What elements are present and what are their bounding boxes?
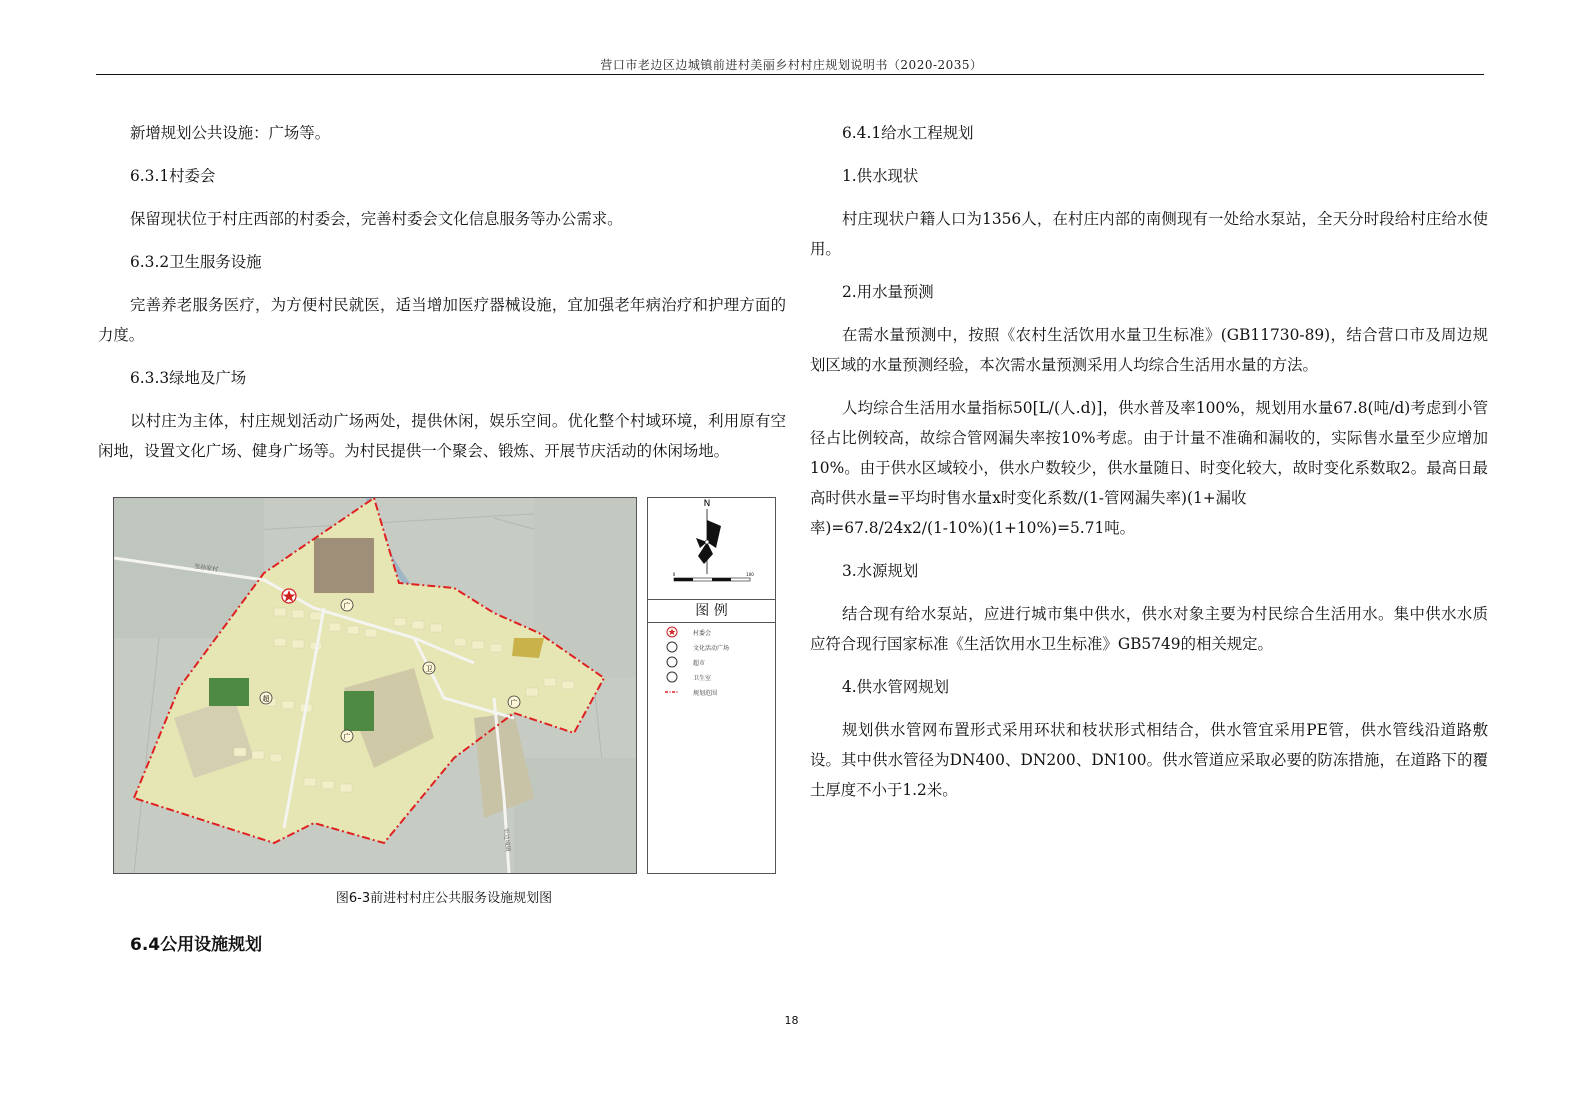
marker-label: 广 [510, 699, 518, 707]
legend-title: 图 例 [648, 599, 775, 623]
legend-label: 村委会 [693, 629, 712, 637]
right-column [810, 118, 1488, 818]
village-committee-icon [282, 589, 296, 603]
north-arrow-and-scale [648, 498, 775, 598]
village-committee-icon [665, 626, 679, 638]
clinic-icon [665, 671, 679, 683]
legend-item-supermarket [665, 655, 705, 669]
scale-end-label: 100 [746, 572, 754, 577]
subheading: 6.3.2卫生服务设施 [130, 253, 262, 271]
subheading: 4.供水管网规划 [842, 678, 950, 696]
subheading: 6.3.1村委会 [130, 167, 216, 185]
paragraph: 率)=67.8/24x2/(1-10%)(1+10%)=5.71吨。 [810, 519, 1136, 537]
paragraph: 结合现有给水泵站，应进行城市集中供水，供水对象主要为村民综合生活用水。集中供水水质应符合现行国家标准《生活饮用水卫生标准》GB5749的相关规定。 [810, 605, 1488, 653]
clinic-icon [423, 662, 435, 674]
road-label: 至孙家村 [193, 563, 219, 574]
paragraph: 新增规划公共设施：广场等。 [130, 124, 331, 142]
paragraph: 村庄现状户籍人口为1356人，在村庄内部的南侧现有一处给水泵站，全天分时段给村庄给水使用。 [810, 210, 1488, 258]
paragraph: 完善养老服务医疗，为方便村民就医，适当增加医疗器械设施，宜加强老年病治疗和护理方面的力度。 [98, 296, 786, 344]
legend-label: 文化活动广场 [693, 644, 730, 652]
legend-label: 卫生室 [693, 674, 712, 682]
north-arrow-icon [696, 509, 721, 574]
plaza-icon [341, 599, 353, 611]
planning-figure [113, 497, 775, 872]
north-label: N [703, 499, 711, 509]
figure-caption: 图6-3前进村村庄公共服务设施规划图 [335, 891, 553, 906]
legend-label: 超市 [693, 659, 706, 667]
header-rule [96, 74, 1484, 75]
legend-panel [647, 497, 776, 874]
subheading: 6.3.3绿地及广场 [130, 369, 247, 387]
legend-item-village-committee [665, 625, 711, 639]
marker-label: 超 [262, 695, 270, 703]
legend-label: 规划范围 [693, 689, 718, 697]
village-map [113, 497, 637, 874]
map-drawing [114, 498, 636, 873]
paragraph: 在需水量预测中，按照《农村生活饮用水量卫生标准》(GB11730-89)，结合营口市及周边规划区域的水量预测经验，本次需水量预测采用人均综合生活用水量的方法。 [810, 326, 1488, 374]
marker-label: 广 [343, 602, 351, 610]
road-label: 至边城镇 [502, 827, 512, 853]
left-column [98, 118, 786, 479]
plaza-icon [341, 730, 353, 742]
paragraph: 规划供水管网布置形式采用环状和枝状形式相结合，供水管宜采用PE管，供水管线沿道路敷设。其中供水管径为DN400、DN200、DN100。供水管道应采取必要的防冻措施，在道路下的覆土厚度不小于1.2米。 [810, 721, 1488, 799]
scale-start-label: 0 [672, 572, 676, 577]
paragraph: 以村庄为主体，村庄规划活动广场两处，提供休闲，娱乐空间。优化整个村域环境，利用原有空闲地，设置文化广场、健身广场等。为村民提供一个聚会、锻炼、开展节庆活动的休闲场地。 [98, 412, 786, 460]
plaza-icon [665, 641, 679, 653]
subheading: 6.4.1给水工程规划 [842, 124, 974, 142]
supermarket-icon [665, 656, 679, 668]
marker-label: 卫 [425, 665, 433, 673]
paragraph: 保留现状位于村庄西部的村委会，完善村委会文化信息服务等办公需求。 [130, 210, 623, 228]
boundary-line-icon [665, 686, 679, 698]
section-heading: 6.4公用设施规划 [130, 935, 263, 955]
page-number: 18 [784, 1014, 799, 1027]
supermarket-icon [260, 692, 272, 704]
subheading: 3.水源规划 [842, 562, 919, 580]
legend-item-plaza [665, 640, 729, 654]
subheading: 2.用水量预测 [842, 283, 934, 301]
plaza-icon [508, 696, 520, 708]
header-title: 营口市老边区边城镇前进村美丽乡村村庄规划说明书（2020-2035） [600, 58, 983, 72]
subheading: 1.供水现状 [842, 167, 919, 185]
legend-item-boundary [665, 685, 717, 699]
marker-label: 广 [343, 733, 351, 741]
scale-bar [673, 572, 755, 581]
legend-item-clinic [665, 670, 711, 684]
paragraph: 人均综合生活用水量指标50[L/(人.d)]，供水普及率100%，规划用水量67.8(吨/d)考虑到小管径占比例较高，故综合管网漏失率按10%考虑。由于计量不准确和漏收的，实际售水量至少应增加10%。由于供水区域较小，供水户数较少，供水量随日、时变化较大，故时变化系数取2。最高日最高时供水量=平均时售水量x时变化系数/(1-管网漏失率)(1+漏收 [810, 399, 1488, 507]
